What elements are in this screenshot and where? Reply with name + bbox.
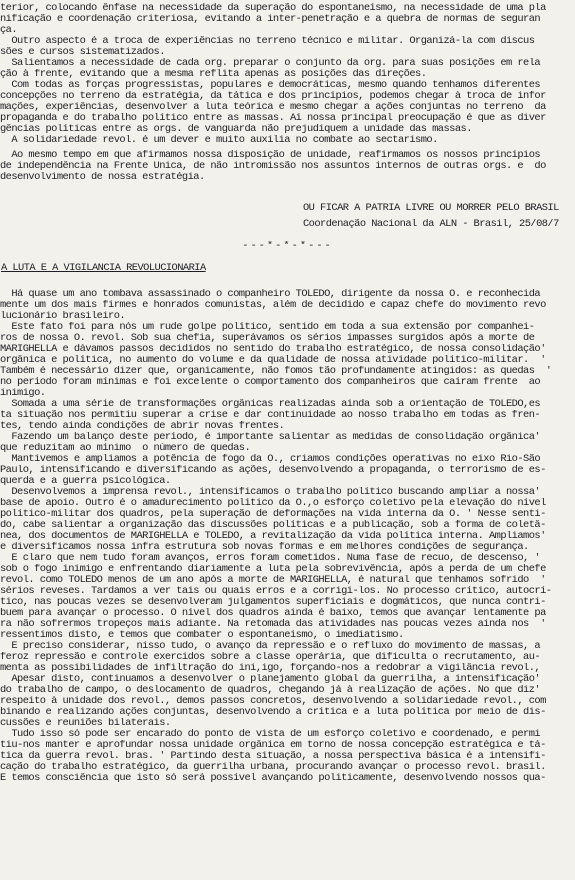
text-line: Mantivemos e ampliamos a potência de fogo da O., criamos condições operativas no eixo Rio-São bbox=[0, 454, 541, 465]
text-line: Paulo, intensificando e diversificando as ações, desenvolvendo a propaganda, o terrorismo de es- bbox=[0, 465, 546, 476]
text-line: É preciso considerar, nisso tudo, o avanço da repressão e o refluxo do movimento de massas, a bbox=[0, 641, 541, 652]
text-line: Este fato foi para nós um rude golpe político, sentido em toda a sua extensão por companhei- bbox=[0, 322, 535, 333]
text-line: orgânica e política, no aumento do volume e da qualidade de nossa atividade político-militar. ' bbox=[0, 355, 546, 366]
text-line: MARIGHELLA e dávamos passos decididos no sentido do trabalho estratégico, de nossa consolidação' bbox=[0, 344, 546, 355]
text-line: respeito à unidade dos revol., demos passos concretos, desenvolvendo a solidariedade revol., com bbox=[0, 696, 546, 707]
text-line: É claro que nem tudo foram avanços, erros foram cometidos. Numa fase de recuo, de descenso, ' bbox=[0, 553, 541, 564]
text-line: inimigo. bbox=[0, 388, 46, 399]
text-line: propaganda e do trabalho político entre as massas. Aí nossa principal preocupação é que as diver bbox=[0, 113, 546, 124]
text-line: revol. como TOLEDO menos de um ano após a morte de MARIGHELLA, é natural que tenhamos sofrido ' bbox=[0, 575, 546, 586]
text-line: E temos consciência que isto só será possível avançando politicamente, desenvolvendo nossos qua- bbox=[0, 773, 546, 784]
text-line: tico, nas poucas vezes se desenvolveram julgamentos superficiais e dogmáticos, que nunca contri- bbox=[0, 597, 546, 608]
signature: Coordenação Nacional da ALN - Brasil, 25/08/7 bbox=[303, 219, 559, 230]
text-line: nificação e coordenação criteriosa, evitando a inter-penetração e a quebra de normas de seguran bbox=[0, 14, 541, 25]
closing-motto: OU FICAR A PÁTRIA LIVRE OU MORRER PELO BRASIL bbox=[303, 203, 559, 214]
text-line: Outro aspecto é a troca de experiências no terreno técnico e militar. Organizá-la com discus bbox=[0, 36, 535, 47]
text-line: buem para avançar o processo. O nível dos quadros ainda é baixo, temos que avançar lentamente pa bbox=[0, 608, 546, 619]
text-line: e diversificamos nossa infra estrutura sob novas formas e em melhores condições de segurança. bbox=[0, 542, 529, 553]
text-line: do trabalho de campo, o deslocamento de quadros, chegando já à realização de ações. No que diz' bbox=[0, 685, 541, 696]
text-line: de independência na Frente Única, de não intromissão nos assuntos internos de outras orgs. e do bbox=[0, 161, 546, 172]
text-line: querda e a guerra psicológica. bbox=[0, 476, 171, 487]
text-line: base de apoio. Outro é o amadurecimento político da O.,o esforço coletivo pela elevação do nível bbox=[0, 498, 546, 509]
text-line: Tudo isso só pode ser encarado do ponto de vista de um esforço coletivo e coordenado, e permi bbox=[0, 729, 541, 740]
text-line: Somada a uma série de transformações orgânicas realizadas ainda sob a orientação de TOLEDO,es bbox=[0, 399, 541, 410]
section-title: A LUTA E A VIGILÂNCIA REVOLUCIONÁRIA bbox=[1, 263, 206, 274]
text-line: político-militar dos quadros, pela superação de deformações na vida interna da O. ' Nesse senti- bbox=[0, 509, 546, 520]
text-line: ção à frente, evitando que a mesma reflita apenas as posições das direções. bbox=[0, 69, 427, 80]
text-line: cussões e reuniões bilaterais. bbox=[0, 718, 171, 729]
text-line: no período foram mínimas e foi excelente o comportamento dos companheiros que caíram frente ao bbox=[0, 377, 541, 388]
text-line: terior, colocando ênfase na necessidade da superação do espontaneísmo, na necessidade de uma pla bbox=[0, 3, 546, 14]
text-line: do, cabe salientar a organização das discussões políticas e a publicação, sob a forma de coletâ- bbox=[0, 520, 546, 531]
text-line: tiu-nos manter e aprofundar nossa unidade orgânica em torno de nossa concepção estratégica e tá- bbox=[0, 740, 546, 751]
text-line: desenvolvimento de nossa estratégia. bbox=[0, 172, 205, 183]
text-line: nea, dos documentos de MARIGHELLA e TOLEDO, a revitalização da vida política interna. Ampliamos' bbox=[0, 531, 546, 542]
text-line: ros de nossa O. revol. Sob sua chefia, superávamos os sérios impasses surgidos após a morte de bbox=[0, 333, 535, 344]
text-line: ra não sofrermos tropeços mais adiante. Na retomada das atividades nas poucas vezes ainda nos ' bbox=[0, 619, 546, 630]
text-line: Desenvolvemos a imprensa revol., intensificamos o trabalho político buscando ampliar a nossa' bbox=[0, 487, 541, 498]
text-line: mações, experiências, desenvolver a luta teórica e mesmo chegar a ações conjuntas no terreno da bbox=[0, 102, 546, 113]
text-line: tes, tendo ainda condições de abrir novas frentes. bbox=[0, 421, 285, 432]
text-line: A solidariedade revol. é um dever e muito auxilia no combate ao sectarismo. bbox=[0, 135, 438, 146]
text-line: Salientamos a necessidade de cada org. preparar o conjunto da org. para suas posições em rela bbox=[0, 58, 541, 69]
text-line: sões e cursos sistematizados. bbox=[0, 47, 165, 58]
text-line: Ao mesmo tempo em que afirmamos nossa disposição de unidade, reafirmamos os nossos princípios bbox=[0, 150, 541, 161]
text-line: ça. bbox=[0, 25, 18, 36]
text-line: cação do trabalho estratégico, da guerrilha urbana, procurando avançar o processo revol. brasil. bbox=[0, 762, 546, 773]
text-line: menta as possibilidades de infiltração do ini,igo, forçando-nos a redobrar a vigilância revol., bbox=[0, 663, 541, 674]
text-line: gências políticas entre as orgs. de vanguarda não prejudiquem a unidade das massas. bbox=[0, 124, 472, 135]
text-line: binando e realizando ações conjuntas, desenvolvendo a crítica e a luta política por meio de dis- bbox=[0, 707, 546, 718]
text-line: Há quase um ano tombava assassinado o companheiro TOLEDO, dirigente da nossa O. e reconhecida bbox=[0, 289, 541, 300]
separator: ---*-*-*--- bbox=[242, 241, 333, 252]
text-line: Apesar disto, continuamos a desenvolver o planejamento global da guerrilha, a intensificação' bbox=[0, 674, 541, 685]
text-line: ressentimos disto, e temos que combater o espontaneísmo, o imediatismo. bbox=[0, 630, 404, 641]
text-line: Também é necessário dizer que, organicamente, não fomos tão profundamente atingidos: as quedas ' bbox=[0, 366, 552, 377]
text-line: ta situação nos permitiu superar a crise e dar continuidade ao nosso trabalho em todas as fren- bbox=[0, 410, 541, 421]
text-line: concepções no terreno da estratégia, da tática e dos princípios, podemos chegar à troca de infor bbox=[0, 91, 546, 102]
text-line: feroz repressão e controle exercidos sobre a classe operária, que dificulta o recrutamento, au- bbox=[0, 652, 541, 663]
text-line: Fazendo um balanço deste período, é importante salientar as medidas de consolidação orgânica' bbox=[0, 432, 541, 443]
text-line: sob o fogo inimigo e enfrentando diariamente a luta pela sobrevivência, após a perda de um chefe bbox=[0, 564, 546, 575]
text-line: mente um dos mais firmes e honrados comunistas, além de decidido e capaz chefe do movimento revo bbox=[0, 300, 546, 311]
text-line: sérios reveses. Tardamos a ver tais ou quais erros e a corrigi-los. No processo crítico, autocrí- bbox=[0, 586, 552, 597]
text-line: Com todas as forças progressistas, populares e democráticas, mesmo quando tenhamos diferentes bbox=[0, 80, 541, 91]
text-line: tica da guerra revol. bras. ' Partindo desta situação, a nossa perspectiva básica é a intensifi- bbox=[0, 751, 546, 762]
text-line: lucionário brasileiro. bbox=[0, 311, 126, 322]
text-line: que reduzitam ao mínimo o número de quedas. bbox=[0, 443, 251, 454]
